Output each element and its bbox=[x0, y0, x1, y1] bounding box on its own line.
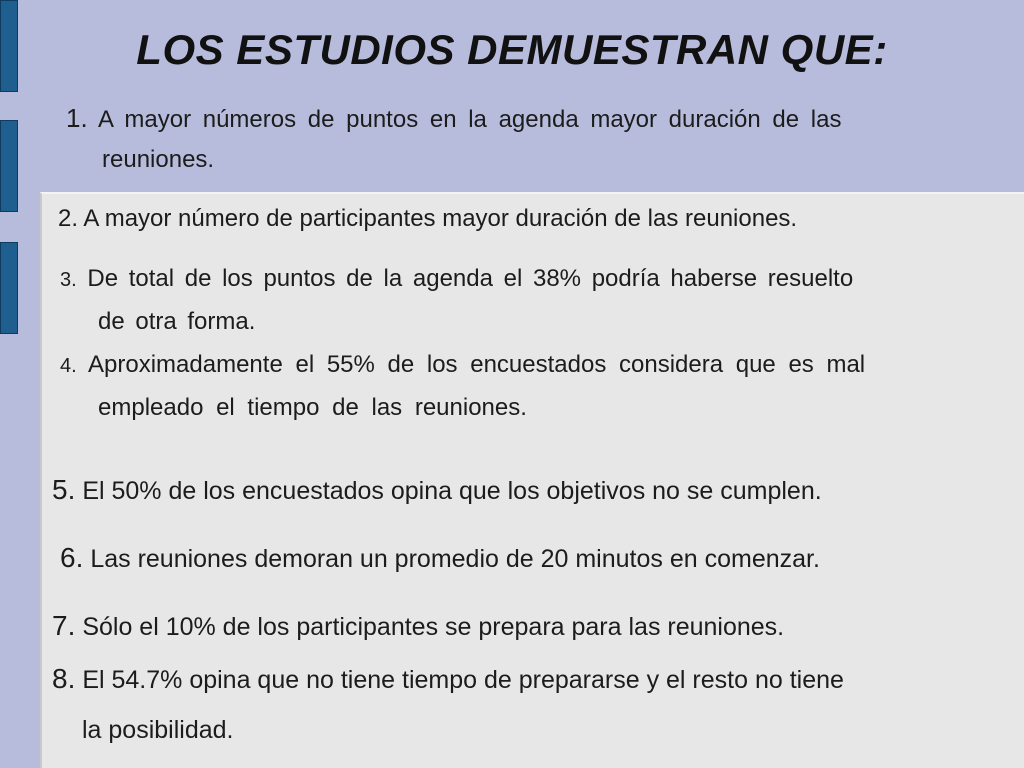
item-number: 5. bbox=[52, 474, 76, 505]
item-number: 8. bbox=[52, 663, 76, 694]
item-number: 3. bbox=[60, 269, 77, 291]
item-text: Sólo el 10% de los participantes se prepara para las reuniones. bbox=[82, 613, 785, 641]
item-text: A mayor número de participantes mayor duración de las reuniones. bbox=[83, 205, 798, 232]
item-text-line1: De total de los puntos de la agenda el 38% podría haberse resuelto bbox=[87, 265, 854, 292]
item-text-line2: la posibilidad. bbox=[82, 716, 234, 744]
list-item-8 bbox=[52, 654, 844, 755]
list-item-4 bbox=[60, 344, 1012, 429]
item-text: Las reuniones demoran un promedio de 20 minutos en comenzar. bbox=[90, 545, 820, 573]
list-item-5 bbox=[52, 472, 822, 509]
item-number: 7. bbox=[52, 610, 76, 641]
item-text-line1: A mayor números de puntos en la agenda mayor duración de las bbox=[98, 106, 842, 133]
decorative-bar-middle bbox=[0, 120, 18, 212]
item-text-line2: empleado el tiempo de las reuniones. bbox=[98, 394, 527, 421]
item-number: 4. bbox=[60, 355, 77, 377]
item-number: 2. bbox=[58, 205, 79, 232]
item-text-line1: Aproximadamente el 55% de los encuestados considera que es mal bbox=[88, 351, 866, 378]
item-number: 1. bbox=[66, 103, 88, 133]
item-text-line1: El 54.7% opina que no tiene tiempo de prepararse y el resto no tiene bbox=[82, 666, 844, 694]
list-item-2 bbox=[58, 202, 958, 236]
list-item-6 bbox=[60, 540, 820, 577]
list-item-1 bbox=[66, 98, 994, 180]
slide-title: LOS ESTUDIOS DEMUESTRAN QUE: bbox=[136, 26, 888, 73]
item-number: 6. bbox=[60, 542, 84, 573]
list-item-7 bbox=[52, 608, 784, 645]
item-text-line2: reuniones. bbox=[102, 146, 215, 173]
item-text-line2: de otra forma. bbox=[98, 308, 256, 335]
list-item-3 bbox=[60, 258, 982, 343]
decorative-bar-bottom bbox=[0, 242, 18, 334]
item-text: El 50% de los encuestados opina que los objetivos no se cumplen. bbox=[82, 477, 822, 505]
